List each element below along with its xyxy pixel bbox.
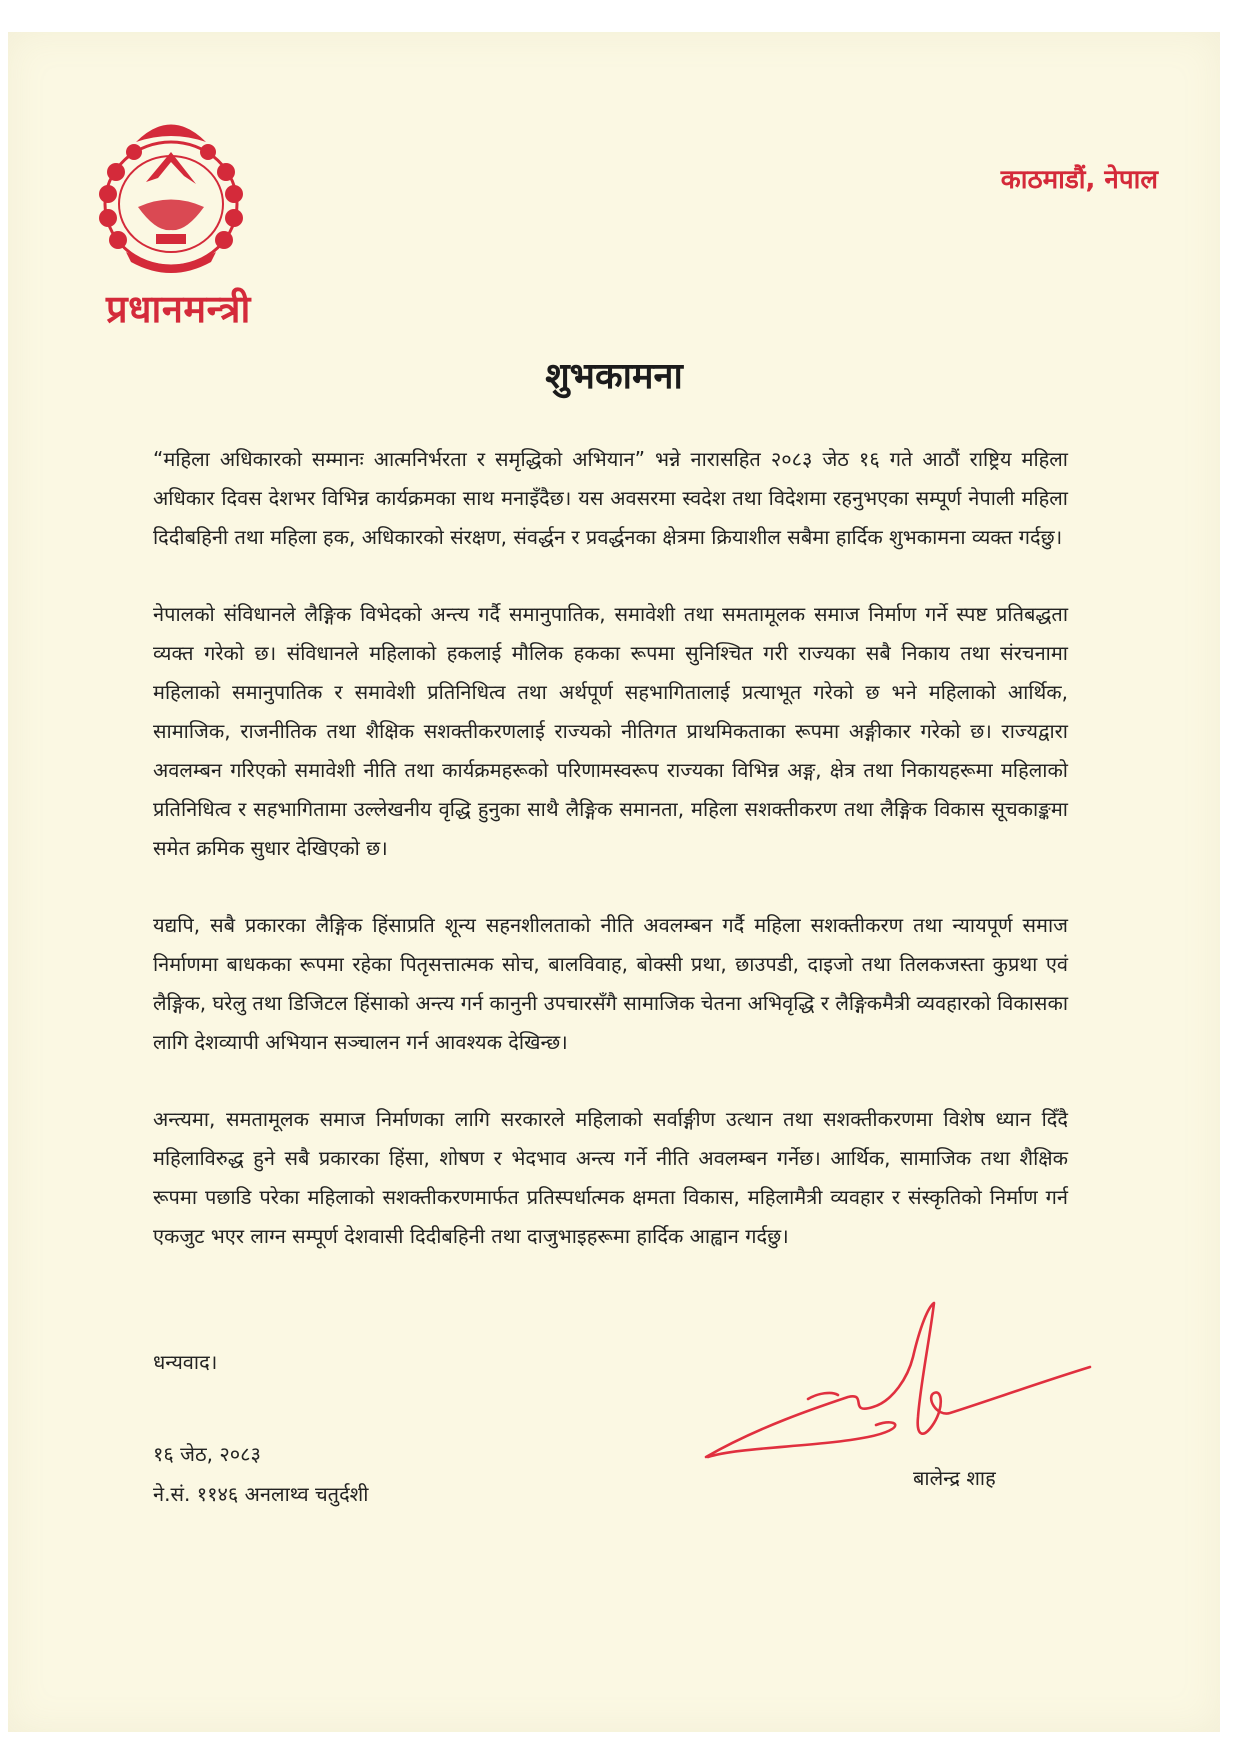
letter-sheet	[8, 32, 1220, 1732]
handwritten-signature-icon	[698, 1297, 1098, 1477]
paragraph: यद्यपि, सबै प्रकारका लैङ्गिक हिंसाप्रति शून्य सहनशीलताको नीति अवलम्बन गर्दै महिला सशक्तीकरण तथा न्यायपूर्ण समाज निर्माणमा बाधकका रूपमा रहेका पितृसत्तात्मक सोच, बालविवाह, बोक्सी प्रथा, छाउपडी, दाइजो तथा तिलकजस्ता कुप्रथा एवं लैङ्गिक, घरेलु तथा डिजिटल हिंसाको अन्त्य गर्न कानुनी उपचारसँगै सामाजिक चेतना अभिवृद्धि र लैङ्गिकमैत्री व्यवहारको विकासका लागि देशव्यापी अभियान सञ्चालन गर्न आवश्यक देखिन्छ।	[153, 913, 1068, 1054]
paragraph: नेपालको संविधानले लैङ्गिक विभेदको अन्त्य गर्दै समानुपातिक, समावेशी तथा समतामूलक समाज निर्माण गर्ने स्पष्ट प्रतिबद्धता व्यक्त गरेको छ। संविधानले महिलाको हकलाई मौलिक हकका रूपमा सुनिश्चित गरी राज्यका सबै निकाय तथा संरचनामा महिलाको समानुपातिक र समावेशी प्रतिनिधित्व तथा अर्थपूर्ण सहभागितालाई प्रत्याभूत गरेको छ भने महिलाको आर्थिक, सामाजिक, राजनीतिक तथा शैक्षिक सशक्तीकरणलाई राज्यको नीतिगत प्राथमिकताका रूपमा अङ्गीकार गरेको छ। राज्यद्वारा अवलम्बन गरिएको समावेशी नीति तथा कार्यक्रमहरूको परिणामस्वरूप राज्यका विभिन्न अङ्ग, क्षेत्र तथा निकायहरूमा महिलाको प्रतिनिधित्व र सहभागितामा उल्लेखनीय वृद्धि हुनुका साथै लैङ्गिक समानता, महिला सशक्तीकरण तथा लैङ्गिक विकास सूचकाङ्कमा समेत क्रमिक सुधार देखिएको छ।	[153, 602, 1068, 860]
letter-body	[153, 440, 1068, 1294]
office-title: प्रधानमन्त्री	[106, 287, 251, 331]
paragraph: अन्त्यमा, समतामूलक समाज निर्माणका लागि सरकारले महिलाको सर्वाङ्गीण उत्थान तथा सशक्तीकरणमा विशेष ध्यान दिँदै महिलाविरुद्ध हुने सबै प्रकारका हिंसा, शोषण र भेदभाव अन्त्य गर्ने नीति अवलम्बन गर्नेछ। आर्थिक, सामाजिक तथा शैक्षिक रूपमा पछाडि परेका महिलाको सशक्तीकरणमार्फत प्रतिस्पर्धात्मक क्षमता विकास, महिलामैत्री व्यवहार र संस्कृतिको निर्माण गर्न एकजुट भएर लाग्न सम्पूर्ण देशवासी दिदीबहिनी तथा दाजुभाइहरूमा हार्दिक आह्वान गर्दछु।	[153, 1107, 1068, 1248]
closing-text: धन्यवाद।	[153, 1350, 218, 1374]
letter-title: शुभकामना	[545, 356, 683, 397]
nepal-sambat-date-text: ने.सं. ११४६ अनलाथ्व चतुर्दशी	[153, 1482, 369, 1506]
signer-name: बालेन्द्र शाह	[913, 1466, 996, 1490]
date-text: १६ जेठ, २०८३	[153, 1442, 261, 1466]
nepal-coat-of-arms-icon	[86, 112, 256, 287]
place-label: काठमाडौं, नेपाल	[1000, 165, 1158, 195]
paragraph: “महिला अधिकारको सम्मानः आत्मनिर्भरता र समृद्धिको अभियान” भन्ने नारासहित २०८३ जेठ १६ गते आठौं राष्ट्रिय महिला अधिकार दिवस देशभर विभिन्न कार्यक्रमका साथ मनाइँदैछ। यस अवसरमा स्वदेश तथा विदेशमा रहनुभएका सम्पूर्ण नेपाली महिला दिदीबहिनी तथा महिला हक, अधिकारको संरक्षण, संवर्द्धन र प्रवर्द्धनका क्षेत्रमा क्रियाशील सबैमा हार्दिक शुभकामना व्यक्त गर्दछु।	[153, 447, 1068, 549]
